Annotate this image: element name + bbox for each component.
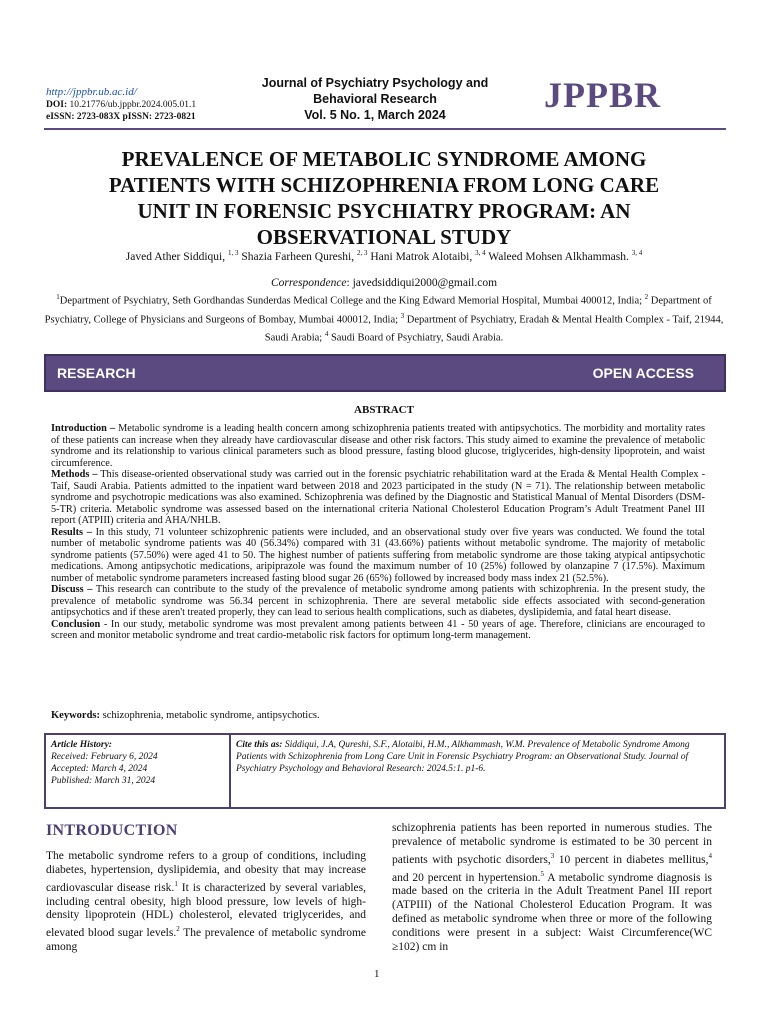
keywords-list: schizophrenia, metabolic syndrome, antipsychotics. <box>100 710 320 721</box>
article-info-divider <box>229 733 231 809</box>
doi-line <box>46 100 196 111</box>
affiliation-1: Department of Psychiatry, Seth Gordhandas Sunderdas Medical College and the King Edward Memorial Hospital, Mumbai 400012, India; <box>59 295 643 307</box>
affiliation-2: Department of Psychiatry, College of Physicians and Surgeons of Bombay, Mumbai 400012, India; <box>44 295 712 325</box>
keywords <box>51 710 705 722</box>
article-title <box>44 146 724 250</box>
author-2: Shazia Farheen Qureshi, $^{2, 3}$ <box>241 249 368 263</box>
introduction-right-column: schizophrenia patients has been reported in numerous studies. The prevalence of metabolic syndrome is estimated to be 30 percent in patients with psychotic disorders,$^3$ 10 percent in diabetes mellitus,$^4$ and 20 percent in hypertension.$^5$ A metabolic syndrome diagnosis is made based on the criteria in the Adult Treatment Panel III report (ATPIII) of the National Cholesterol Education Program. It was defined as metabolic syndrome when three or more of the following conditions were present in a subject: Waist Circumference(WC ≥102) cm in <box>392 822 713 953</box>
issn-line: eISSN: 2723-083X pISSN: 2723-0821 <box>46 112 196 122</box>
journal-logo: JPPBR <box>544 75 661 115</box>
affiliation-4: Saudi Board of Psychiatry, Saudi Arabia. <box>330 332 504 344</box>
author-3: Hani Matrok Alotaibi, $^{3, 4}$ <box>370 249 486 263</box>
author-1: Javed Ather Siddiqui, $^{1, 3}$ <box>125 249 239 263</box>
abstract-methods: Methods – This disease-oriented observational study was carried out in the forensic psychiatric rehabilitation ward at the Erada & Mental Health Complex - Taif, Saudi Arabia. Patients admitted to the inpatient ward between 2018 and 2023 participated in the study (N = 71). The relationship between metabolic syndrome and psychotropic medications was also examined. Schizophrenia was defined by the Diagnostic and Statistical Manual of Mental Disorders (DSM-5-TR) criteria. Metabolic syndrome was assessed based on the international criteria National Cholesterol Education Program’s Adult Treatment Panel III report (ATPIII) criteria and AHA/NHLB. <box>51 469 705 526</box>
journal-name-line-1: Journal of Psychiatry Psychology and <box>261 76 489 90</box>
title-line-1: PREVALENCE OF METABOLIC SYNDROME AMONG <box>121 147 647 171</box>
affiliation-3: Department of Psychiatry, Eradah & Mental Health Complex - Taif, 21944, Saudi Arabia; <box>264 314 724 344</box>
introduction-left-column: The metabolic syndrome refers to a group of conditions, including diabetes, hypertension, dyslipidemia, and obesity that may increase cardiovascular disease risk.$^1$ It is characterized by several variables, including central obesity, high blood pressure, low levels of high-density lipoprotein (HDL) cholesterol, elevated triglycerides, and elevated blood sugar levels.$^2$ The prevalence of metabolic syndrome among <box>46 850 366 954</box>
journal-volume: Vol. 5 No. 1, March 2024 <box>304 108 446 122</box>
affiliations: $^1$Department of Psychiatry, Seth Gordhandas Sunderdas Medical College and the King Edward Memorial Hospital, Mumbai 400012, India; $^2$ Department of Psychiatry, College of Physicians and Surgeons of Bombay, Mumbai 400012, India; $^3$ Department of Psychiatry, Eradah & Mental Health Complex - Taif, 21944, Saudi Arabia; $^4$ Saudi Board of Psychiatry, Saudi Arabia. <box>44 293 724 344</box>
abstract-conclusion: Conclusion - In our study, metabolic syndrome was most prevalent among patients between 41 - 50 years of age. Therefore, clinicians are encouraged to screen and monitor metabolic syndrome and treat cardio-metabolic risk factors for optimum long-term management. <box>51 618 705 641</box>
cite-label: Cite this as: <box>236 740 283 750</box>
title-line-4: OBSERVATIONAL STUDY <box>256 225 512 249</box>
doi-value[interactable]: 10.21776/ub.jppbr.2024.005.01.1 <box>69 100 197 110</box>
abstract-results: Results – In this study, 71 volunteer schizophrenic patients were included, and an observational study over five years was conducted. We found the total number of metabolic syndrome patients was 40 (56.34%) compared with 31 (43.66%) patients without metabolic syndrome. The majority of metabolic syndrome patients (57.50%) were aged 41 to 50. The highest number of patients suffering from metabolic syndrome are those taking atypical antipsychotic medications. Among antipsychotic medications, aripiprazole was found the maximum number of 10 (25%) followed by olanzapine 7 (17.5%). Maximum number of metabolic syndrome parameters increased fasting blood sugar 26 (65%) followed by increased body mass index 21 (52.5%). <box>51 526 706 584</box>
title-line-2: PATIENTS WITH SCHIZOPHRENIA FROM LONG CARE <box>108 173 660 197</box>
open-access-label: OPEN ACCESS <box>592 365 694 381</box>
article-type-banner <box>44 354 726 392</box>
correspondence <box>44 277 724 289</box>
history-published: Published: March 31, 2024 <box>51 776 156 786</box>
doi-label: DOI: <box>46 100 68 110</box>
journal-name-line-2: Behavioral Research <box>313 92 437 106</box>
history-received: Received: February 6, 2024 <box>51 752 158 762</box>
abstract-body <box>51 423 705 642</box>
article-history <box>51 739 223 787</box>
title-line-3: UNIT IN FORENSIC PSYCHIATRY PROGRAM: AN <box>137 199 631 223</box>
abstract-discuss: Discuss – This research can contribute to the study of the prevalence of metabolic syndrome among patients with schizophrenia. In the present study, the prevalence of metabolic syndrome was 56.34 percent in schizophrenia. There are several metabolic side effects associated with second-generation antipsychotics and if these aren't treated properly, they can lead to serious health complications, such as diabetes, dyslipidemia, and fatal heart disease. <box>51 584 705 618</box>
page-number: 1 <box>374 968 380 980</box>
header-rule <box>44 128 726 130</box>
journal-name <box>240 75 510 123</box>
cite-text: Siddiqui, J.A, Qureshi, S.F., Alotaibi, H.M., Alkhammash, W.M. Prevalence of Metabolic Syndrome Among Patients with Schizophrenia from Long Care Unit in Forensic Psychiatry Program: an Observational Study. Journal of Psychiatry Psychology and Behavioral Research: 2024.5:1. p1-6. <box>236 740 690 774</box>
research-label: RESEARCH <box>57 365 136 381</box>
correspondence-email[interactable]: : javedsiddiqui2000@gmail.com <box>346 277 498 289</box>
introduction-heading: INTRODUCTION <box>46 822 178 839</box>
history-label: Article History: <box>51 740 112 750</box>
keywords-label: Keywords: <box>51 710 100 721</box>
cite-this <box>236 739 716 775</box>
journal-url-link[interactable]: http://jppbr.ub.ac.id/ <box>46 86 137 98</box>
history-accepted: Accepted: March 4, 2024 <box>51 764 148 774</box>
author-list <box>44 249 724 263</box>
author-4: Waleed Mohsen Alkhammash. $^{3, 4}$ <box>488 249 643 263</box>
correspondence-label: Correspondence <box>270 277 347 289</box>
abstract-heading: ABSTRACT <box>354 404 414 416</box>
abstract-introduction: Introduction – Metabolic syndrome is a leading health concern among schizophrenia patients treated with antipsychotics. The morbidity and mortality rates of these patients can increase when they already have cardiovascular disease and other risk factors. This study aimed to examine the prevalence of metabolic syndrome and its relationship to various clinical parameters such as blood pressure, fasting blood glucose, triglycerides, high-density lipoprotein, and waist circumference. <box>51 423 705 469</box>
